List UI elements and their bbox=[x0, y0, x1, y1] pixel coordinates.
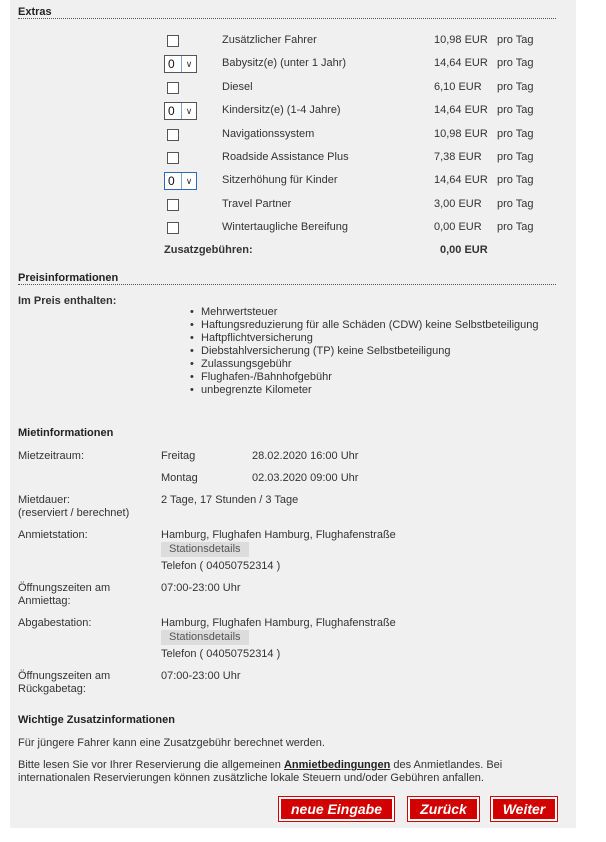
extra-label: Navigationssystem bbox=[222, 128, 315, 140]
extra-price: 0,00 EUR bbox=[434, 221, 482, 233]
terms-line-1 bbox=[18, 759, 502, 771]
pickup-hours: 07:00-23:00 Uhr bbox=[161, 582, 241, 594]
chevron-down-icon[interactable]: ∨ bbox=[181, 56, 196, 72]
young-driver-note: Für jüngere Fahrer kann eine Zusatzgebühr berechnet werden. bbox=[18, 737, 325, 749]
terms-line-2: internationalen Reservierungen können zusätzliche lokale Steuern und/oder Gebühren anfallen. bbox=[18, 772, 484, 784]
terms-prefix: Bitte lesen Sie vor Ihrer Reservierung die allgemeinen bbox=[18, 759, 281, 771]
extra-unit: pro Tag bbox=[497, 57, 534, 69]
extras-divider bbox=[18, 18, 556, 19]
extra-unit: pro Tag bbox=[497, 104, 534, 116]
extra-unit: pro Tag bbox=[497, 221, 534, 233]
pickup-label: Anmietstation: bbox=[18, 529, 88, 541]
extra-unit: pro Tag bbox=[497, 81, 534, 93]
extra-quantity-select[interactable] bbox=[164, 102, 197, 120]
period-label: Mietzeitraum: bbox=[18, 450, 85, 462]
select-value: 0 bbox=[168, 104, 175, 118]
extra-checkbox[interactable] bbox=[167, 35, 179, 47]
extra-checkbox[interactable] bbox=[167, 129, 179, 141]
extra-quantity-select[interactable] bbox=[164, 55, 197, 73]
extra-label: Diesel bbox=[222, 81, 253, 93]
included-item: • Haftpflichtversicherung bbox=[190, 332, 539, 345]
end-day: Montag bbox=[161, 472, 198, 484]
extra-price: 14,64 EUR bbox=[434, 104, 488, 116]
chevron-down-icon[interactable]: ∨ bbox=[181, 103, 196, 119]
extra-checkbox[interactable] bbox=[167, 82, 179, 94]
included-item: • Mehrwertsteuer bbox=[190, 306, 539, 319]
start-datetime: 28.02.2020 16:00 Uhr bbox=[252, 450, 359, 462]
pickup-hours-label-2: Anmiettag: bbox=[18, 595, 71, 607]
extra-unit: pro Tag bbox=[497, 151, 534, 163]
extras-total-label: Zusatzgebühren: bbox=[164, 244, 253, 256]
included-label: Im Preis enthalten: bbox=[18, 295, 117, 307]
extra-label: Zusätzlicher Fahrer bbox=[222, 34, 317, 46]
content-panel bbox=[10, 0, 576, 828]
end-datetime: 02.03.2020 09:00 Uhr bbox=[252, 472, 359, 484]
return-station-details-button[interactable]: Stationsdetails bbox=[161, 630, 249, 645]
terms-suffix: des Anmietlandes. Bei bbox=[393, 759, 503, 771]
extra-checkbox[interactable] bbox=[167, 222, 179, 234]
extras-title: Extras bbox=[18, 6, 52, 18]
extra-label: Babysitz(e) (unter 1 Jahr) bbox=[222, 57, 347, 69]
extra-unit: pro Tag bbox=[497, 128, 534, 140]
return-location: Hamburg, Flughafen Hamburg, Flughafenstraße bbox=[161, 617, 396, 629]
extra-price: 6,10 EUR bbox=[434, 81, 482, 93]
new-entry-button[interactable]: neue Eingabe bbox=[279, 797, 394, 821]
important-title: Wichtige Zusatzinformationen bbox=[18, 714, 175, 726]
return-phone: Telefon ( 04050752314 ) bbox=[161, 648, 281, 660]
pickup-station-details-button[interactable]: Stationsdetails bbox=[161, 542, 249, 557]
select-value: 0 bbox=[168, 57, 175, 71]
rental-info-title: Mietinformationen bbox=[18, 427, 114, 439]
extra-price: 3,00 EUR bbox=[434, 198, 482, 210]
return-hours: 07:00-23:00 Uhr bbox=[161, 670, 241, 682]
extra-label: Sitzerhöhung für Kinder bbox=[222, 174, 338, 186]
extra-quantity-select[interactable] bbox=[164, 172, 197, 190]
extra-price: 10,98 EUR bbox=[434, 128, 488, 140]
terms-link[interactable]: Anmietbedingungen bbox=[283, 759, 391, 771]
included-list bbox=[190, 306, 539, 397]
extra-unit: pro Tag bbox=[497, 174, 534, 186]
included-item: • Diebstahlversicherung (TP) keine Selbstbeteiligung bbox=[190, 345, 539, 358]
pickup-hours-label-1: Öffnungszeiten am bbox=[18, 582, 111, 594]
extra-label: Roadside Assistance Plus bbox=[222, 151, 349, 163]
price-info-divider bbox=[18, 284, 556, 285]
back-button[interactable]: Zurück bbox=[408, 797, 479, 821]
duration-label-2: (reserviert / berechnet) bbox=[18, 507, 130, 519]
next-button[interactable]: Weiter bbox=[491, 797, 557, 821]
extra-unit: pro Tag bbox=[497, 34, 534, 46]
included-item: • Haftungsreduzierung für alle Schäden (CDW) keine Selbstbeteiligung bbox=[190, 319, 539, 332]
extra-price: 14,64 EUR bbox=[434, 174, 488, 186]
start-day: Freitag bbox=[161, 450, 196, 462]
price-info-title: Preisinformationen bbox=[18, 272, 119, 284]
extra-unit: pro Tag bbox=[497, 198, 534, 210]
included-item: • Flughafen-/Bahnhofgebühr bbox=[190, 371, 539, 384]
extra-label: Wintertaugliche Bereifung bbox=[222, 221, 348, 233]
extra-label: Travel Partner bbox=[222, 198, 292, 210]
return-hours-label-1: Öffnungszeiten am bbox=[18, 670, 111, 682]
extra-price: 10,98 EUR bbox=[434, 34, 488, 46]
return-hours-label-2: Rückgabetag: bbox=[18, 683, 86, 695]
duration-value: 2 Tage, 17 Stunden / 3 Tage bbox=[161, 494, 299, 506]
return-label: Abgabestation: bbox=[18, 617, 92, 629]
extra-label: Kindersitz(e) (1-4 Jahre) bbox=[222, 104, 341, 116]
select-value: 0 bbox=[168, 174, 175, 188]
pickup-phone: Telefon ( 04050752314 ) bbox=[161, 560, 281, 572]
extra-checkbox[interactable] bbox=[167, 199, 179, 211]
pickup-location: Hamburg, Flughafen Hamburg, Flughafenstraße bbox=[161, 529, 396, 541]
extra-price: 7,38 EUR bbox=[434, 151, 482, 163]
extras-total-value: 0,00 EUR bbox=[440, 244, 488, 256]
chevron-down-icon[interactable]: ∨ bbox=[181, 173, 196, 189]
extra-price: 14,64 EUR bbox=[434, 57, 488, 69]
included-item: • unbegrenzte Kilometer bbox=[190, 384, 539, 397]
extra-checkbox[interactable] bbox=[167, 152, 179, 164]
duration-label-1: Mietdauer: bbox=[18, 494, 70, 506]
included-item: • Zulassungsgebühr bbox=[190, 358, 539, 371]
